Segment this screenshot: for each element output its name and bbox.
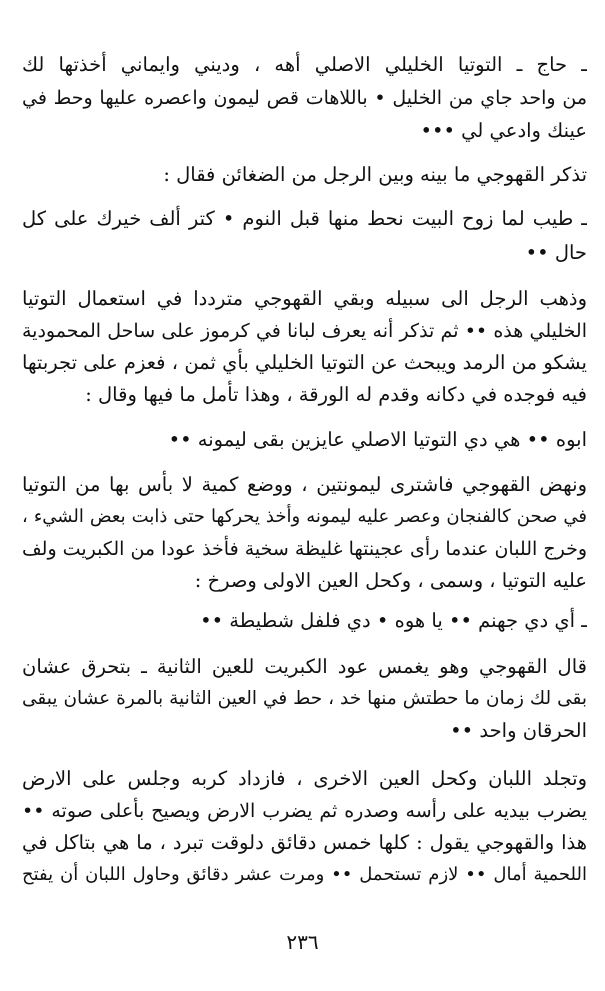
text-line: ـ طيب لما زوح البيت نحط منها قبل النوم • كتر ألف خيرك على كل: [22, 207, 587, 230]
text-line: وخرج اللبان عندما رأى عجينتها غليظة سخية فأخذ عودا من الكبريت ولف: [22, 538, 587, 560]
text-line: الخليلي هذه •• ثم تذكر أنه يعرف لبانا في كرموز على ساحل المحمودية: [22, 320, 587, 342]
text-line: فيه فوجده في دكانه وقدم له الورقة ، وهذا تأمل ما فيها وقال :: [85, 383, 587, 406]
text-line: بقى لك زمان ما حطتش منها خد ، حط في العين الثانية بالمرة عشان يبقى: [22, 688, 587, 709]
text-line: حال ••: [525, 241, 587, 264]
text-line: وتجلد اللبان وكحل العين الاخرى ، فازداد كربه وجلس على الارض: [22, 767, 587, 790]
text-line: يضرب بيديه على رأسه وصدره ثم يضرب الارض ويصيح بأعلى صوته ••: [22, 800, 587, 822]
page-number: ٢٣٦: [286, 930, 319, 954]
text-line: قال القهوجي وهو يغمس عود الكبريت للعين الثانية ـ بتحرق عشان: [22, 655, 587, 678]
book-page: [22, 40, 587, 940]
text-line: عليه التوتيا ، وسمى ، وكحل العين الاولى وصرخ :: [194, 569, 587, 592]
text-line: ونهض القهوجي فاشترى ليمونتين ، ووضع كمية لا بأس بها من التوتيا: [22, 473, 587, 496]
text-line: يشكو من الرمد ويبحث عن التوتيا الخليلي بأي ثمن ، فعزم على تجربتها: [22, 351, 587, 374]
text-line: هذا والقهوجي يقول : كلها خمس دقائق دلوقت تبرد ، ما هي بتاكل في: [22, 831, 587, 854]
text-line: تذكر القهوجي ما بينه وبين الرجل من الضغائن فقال :: [163, 163, 587, 186]
text-line: ابوه •• هي دي التوتيا الاصلي عايزين بقى ليمونه ••: [168, 428, 587, 451]
text-line: الحرقان واحد ••: [450, 719, 587, 742]
text-line: اللحمية أمال •• لازم تستحمل •• ومرت عشر دقائق وحاول اللبان أن يفتح: [22, 864, 587, 885]
text-line: في صحن كالفنجان وعصر عليه ليمونه وأخذ يحركها حتى ذابت بعض الشيء ،: [22, 506, 587, 527]
text-line: من واحد جاي من الخليل • باللاهات قص ليمون واعصره عليها وحط في: [22, 87, 587, 109]
text-line: عينك وادعي لي •••: [420, 119, 587, 142]
text-line: ـ حاج ـ التوتيا الخليلي الاصلي أهه ، وديني وايماني أخذتها لك: [22, 53, 587, 76]
text-line: وذهب الرجل الى سبيله وبقي القهوجي مترددا في استعمال التوتيا: [22, 287, 587, 310]
text-line: ـ أي دي جهنم •• يا هوه • دي فلفل شطيطة ••: [200, 609, 587, 632]
